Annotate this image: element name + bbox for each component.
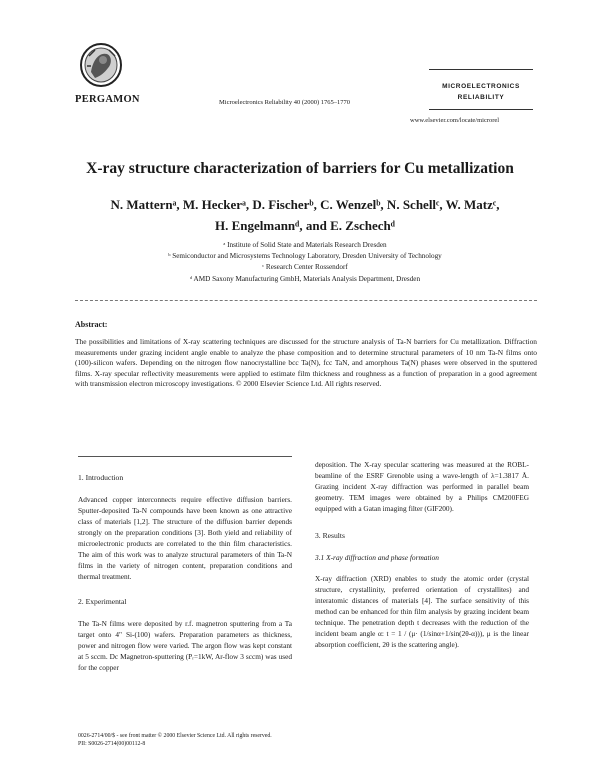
journal-title-line2: RELIABILITY <box>457 94 505 101</box>
footer <box>78 732 272 748</box>
left-column <box>78 472 292 685</box>
authors-line1: N. Matternᵃ, M. Heckerᵃ, D. Fischerᵇ, C. Wenzelᵇ, N. Schellᶜ, W. Matzᶜ, <box>110 197 500 212</box>
affiliations <box>60 240 550 285</box>
publisher-logo-icon <box>79 42 123 88</box>
journal-citation: Microelectronics Reliability 40 (2000) 1765–1770 <box>219 99 351 106</box>
introduction-text: Advanced copper interconnects require effective diffusion barriers. Sputter-deposited Ta-N compounds have been known as one attractive class of materials [1,2]. The structure of the diffusion barrier depends strongly on the preparation conditions [3]. Both yield and reliability of microelectronic products are correlated to the thin film characteristics. The aim of this work was to analyze structural parameters of thin Ta-N films in the variety of nitrogen content, preparation conditions and thermal treatment. <box>78 495 292 581</box>
right-column <box>315 459 529 662</box>
publisher-name: PERGAMON <box>75 94 140 105</box>
journal-url: www.elsevier.com/locate/microrel <box>410 117 500 124</box>
introduction-heading: 1. Introduction <box>78 473 124 482</box>
footer-copyright: 0026-2714/00/$ - see front matter © 2000 Elsevier Science Ltd. All rights reserved. <box>78 733 272 739</box>
journal-title <box>429 81 533 103</box>
affiliation-b: ᵇ Semiconductor and Microsystems Technology Laboratory, Dresden University of Technology <box>168 252 442 261</box>
journal-rule-top <box>429 69 533 70</box>
results-heading: 3. Results <box>315 531 345 540</box>
authors <box>60 194 550 236</box>
experimental-text: The Ta-N films were deposited by r.f. magnetron sputtering from a Ta target onto 4" Si-(100) wafers. Preparation parameters as thickness, power and nitrogen flow were varied. The argon flow was kept constant at 5 sccm. Dc Magnetron-sputtering (Pᵣ=1kW, Ar-flow 3 sccm) was used for the copper <box>78 619 292 672</box>
results-subheading: 3.1 X-ray diffraction and phase formation <box>315 553 439 562</box>
abstract-text: The possibilities and limitations of X-ray scattering techniques are discussed for the structure analysis of Ta-N barriers for Cu metallization. Diffraction measurements under grazing incident angle enable to analyze the phase composition and to determine structural parameters of 10 nm Ta-N films onto (100)-silicon wafers. Depending on the nitrogen flow nanocrystalline bcc Ta(N), fcc TaN, and amorphous Ta(N) phases were observed in the sputtered films. X-ray specular reflectivity measurements were applied to estimate film thickness and roughness as a function of preparation in a good agreement with transmission electron microscopy investigations. © 2000 Elsevier Science Ltd. All rights reserved. <box>75 337 537 389</box>
authors-line2: H. Engelmannᵈ, and E. Zschechᵈ <box>214 218 396 233</box>
column-rule <box>78 456 292 457</box>
journal-title-line1: MICROELECTRONICS <box>442 83 520 90</box>
abstract-heading: Abstract: <box>75 320 108 329</box>
results-text: X-ray diffraction (XRD) enables to study the atomic order (crystal structure, crystallinity, preferred orientation of crystallites) and interatomic distances of materials [4]. The surface sensitivity of this method can be enhanced for thin film analysis by grazing incident beam technique. The penetration depth t decreases with the reduction of the incident beam angle α: t = 1 / (μ· (1/sinα+1/sin(2θ-α))), μ is the linear absorption coefficient, 2θ is the scattering angle). <box>315 574 529 649</box>
separator <box>75 300 537 301</box>
affiliation-d: ᵈ AMD Saxony Manufacturing GmbH, Materials Analysis Department, Dresden <box>189 274 421 283</box>
affiliation-c: ᶜ Research Center Rossendorf <box>262 263 348 272</box>
affiliation-a: ᵃ Institute of Solid State and Materials Research Dresden <box>223 241 387 249</box>
footer-pii: PII: S0026-2714(00)00112-8 <box>78 741 146 747</box>
paper-title: X-ray structure characterization of barriers for Cu metallization <box>86 160 514 177</box>
experimental-heading: 2. Experimental <box>78 597 127 606</box>
experimental-continued-text: deposition. The X-ray specular scattering was measured at the ROBL-beamline of the ESRF Grenoble using a wave-length of λ=1.3817 Å. Grazing incident X-ray diffraction was performed in parallel beam geometry. TEM images were obtained by a Philips CM200FEG equipped with a Gatan imaging filter (GIF200). <box>315 460 529 513</box>
journal-rule-bottom <box>429 109 533 110</box>
